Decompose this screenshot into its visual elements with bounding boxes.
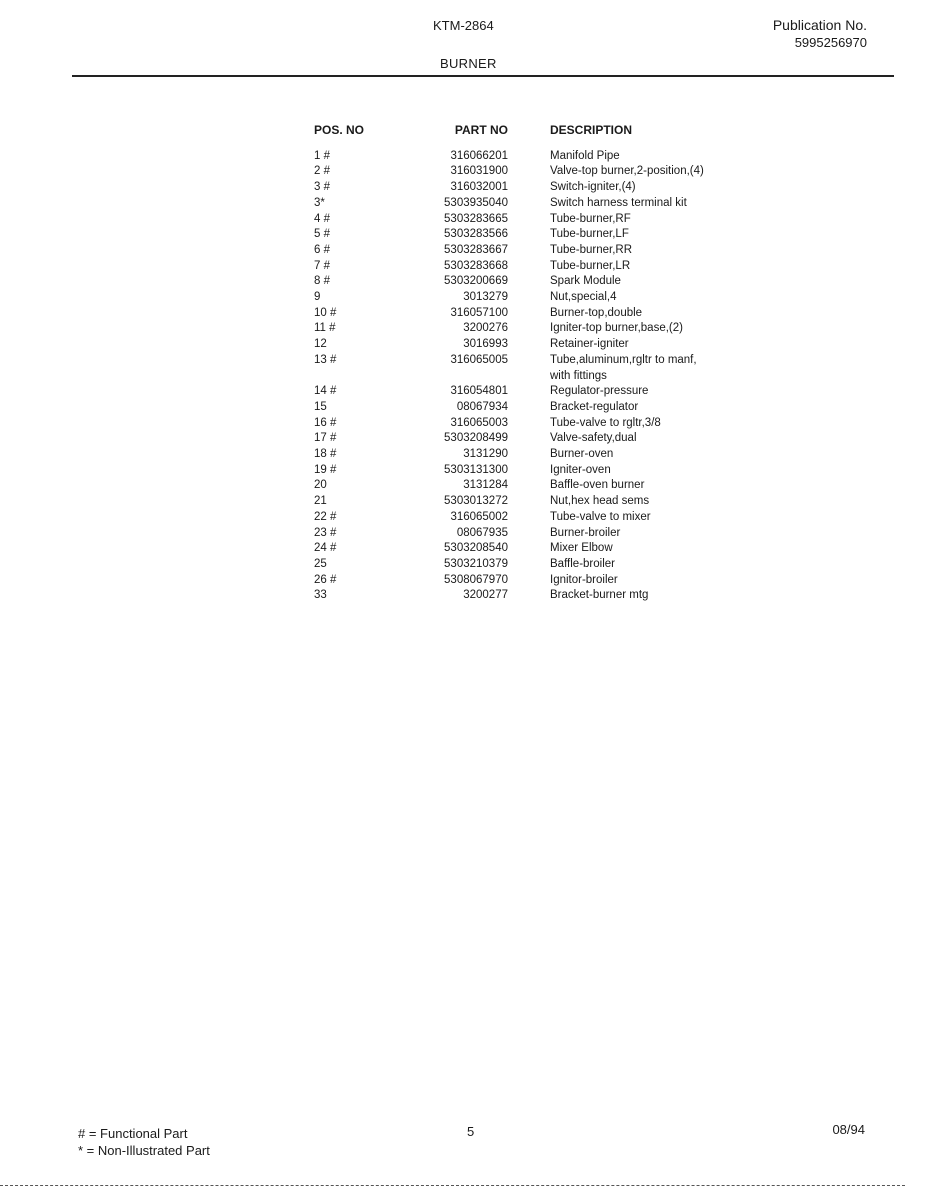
gap-cell	[508, 573, 550, 589]
pos-cell: 14 #	[314, 385, 337, 398]
gap-cell	[508, 494, 550, 510]
pos-cell: 20	[314, 479, 327, 492]
header-rule	[72, 75, 894, 77]
gap-cell	[508, 196, 550, 212]
part-number-cell: 5303283665	[444, 212, 508, 225]
description-cell: Nut,hex head sems	[550, 495, 650, 508]
column-gap	[508, 123, 550, 149]
gap-cell	[508, 274, 550, 290]
gap-cell	[508, 164, 550, 180]
description-cell: Tube-burner,RF	[550, 212, 631, 225]
part-number-cell: 3200277	[463, 589, 508, 602]
description-cell: Switch harness terminal kit	[550, 196, 687, 209]
table-row	[314, 290, 704, 306]
gap-cell	[508, 431, 550, 447]
part-number-cell: 3131284	[463, 479, 508, 492]
part-number-cell: 08067934	[456, 400, 508, 413]
gap-cell	[508, 526, 550, 542]
description-cell: Burner-top,double	[550, 306, 643, 319]
description-cell: Bracket-burner mtg	[550, 589, 649, 602]
table-row	[314, 526, 704, 542]
description-cell: Igniter-top burner,base,(2)	[550, 322, 683, 335]
table-row	[314, 227, 704, 243]
pos-cell: 3 #	[314, 181, 330, 194]
gap-cell	[508, 337, 550, 353]
part-number-cell: 316031900	[450, 165, 508, 178]
pos-cell: 33	[314, 589, 327, 602]
description-cell: Tube,aluminum,rgltr to manf,	[550, 353, 697, 366]
pos-cell: 24 #	[314, 542, 337, 555]
part-number-cell: 316065002	[450, 510, 508, 523]
gap-cell	[508, 369, 550, 385]
pos-cell: 22 #	[314, 510, 337, 523]
part-number-cell: 5303935040	[444, 196, 508, 209]
table-row	[314, 353, 704, 369]
description-cell: Tube-valve to rgltr,3/8	[550, 416, 661, 429]
pos-cell: 7 #	[314, 259, 330, 272]
pos-cell: 3*	[314, 196, 325, 209]
gap-cell	[508, 180, 550, 196]
pos-cell: 25	[314, 557, 327, 570]
gap-cell	[508, 353, 550, 369]
table-row	[314, 478, 704, 494]
part-number-cell	[384, 369, 508, 385]
part-number-cell: 5303283667	[444, 243, 508, 256]
description-cell: Tube-burner,RR	[550, 243, 633, 256]
publication-date: 08/94	[832, 1122, 865, 1137]
pos-cell: 11 #	[314, 322, 336, 335]
part-number-cell: 316065003	[450, 416, 508, 429]
publication-label: Publication No.	[772, 17, 867, 33]
description-cell: with fittings	[550, 369, 607, 382]
pos-cell: 15	[314, 400, 327, 413]
column-header-part: PART NO	[454, 123, 508, 137]
description-cell: Nut,special,4	[550, 291, 617, 304]
part-number-cell: 08067935	[456, 526, 508, 539]
gap-cell	[508, 416, 550, 432]
part-number-cell: 5303283566	[444, 228, 508, 241]
pos-cell: 21	[314, 495, 327, 508]
column-header-pos: POS. NO	[314, 123, 365, 137]
part-number-cell: 5303013272	[444, 495, 508, 508]
part-number-cell: 5303131300	[444, 463, 508, 476]
parts-table	[314, 123, 704, 604]
table-row	[314, 369, 704, 385]
model-number: KTM-2864	[433, 18, 494, 33]
gap-cell	[508, 243, 550, 259]
table-row	[314, 494, 704, 510]
table-row	[314, 196, 704, 212]
table-row	[314, 463, 704, 479]
part-number-cell: 5303210379	[444, 557, 508, 570]
part-number-cell: 5308067970	[444, 573, 508, 586]
table-row	[314, 164, 704, 180]
description-cell: Burner-oven	[550, 448, 614, 461]
part-number-cell: 5303208540	[444, 542, 508, 555]
table-row	[314, 149, 704, 165]
gap-cell	[508, 259, 550, 275]
table-row	[314, 510, 704, 526]
pos-cell: 4 #	[314, 212, 330, 225]
table-row	[314, 212, 704, 228]
pos-cell: 19 #	[314, 463, 337, 476]
pos-cell: 1 #	[314, 149, 330, 162]
gap-cell	[508, 149, 550, 165]
table-row	[314, 243, 704, 259]
gap-cell	[508, 384, 550, 400]
publication-number: 5995256970	[794, 35, 867, 50]
pos-cell: 2 #	[314, 165, 330, 178]
legend-non-illustrated-part: * = Non-Illustrated Part	[78, 1143, 210, 1158]
part-number-cell: 316054801	[450, 385, 508, 398]
part-number-cell: 3016993	[463, 338, 508, 351]
part-number-cell: 316065005	[450, 353, 508, 366]
pos-cell: 10 #	[314, 306, 337, 319]
description-cell: Tube-burner,LF	[550, 228, 629, 241]
gap-cell	[508, 227, 550, 243]
parts-table-body	[314, 149, 704, 604]
gap-cell	[508, 447, 550, 463]
pos-cell: 9	[314, 291, 321, 304]
description-cell: Retainer-igniter	[550, 338, 629, 351]
part-number-cell: 5303208499	[444, 432, 508, 445]
pos-cell: 13 #	[314, 353, 337, 366]
pos-cell: 23 #	[314, 526, 337, 539]
section-title: BURNER	[440, 56, 497, 71]
table-row	[314, 416, 704, 432]
gap-cell	[508, 400, 550, 416]
gap-cell	[508, 588, 550, 604]
description-cell: Bracket-regulator	[550, 400, 639, 413]
gap-cell	[508, 306, 550, 322]
part-number-cell: 316066201	[450, 149, 508, 162]
gap-cell	[508, 290, 550, 306]
pos-cell: 12	[314, 338, 327, 351]
description-cell: Tube-burner,LR	[550, 259, 631, 272]
gap-cell	[508, 478, 550, 494]
table-row	[314, 384, 704, 400]
part-number-cell: 3013279	[463, 291, 508, 304]
description-cell: Manifold Pipe	[550, 149, 620, 162]
description-cell: Ignitor-broiler	[550, 573, 618, 586]
part-number-cell: 5303200669	[444, 275, 508, 288]
gap-cell	[508, 463, 550, 479]
pos-cell: 8 #	[314, 275, 330, 288]
pos-cell: 17 #	[314, 432, 337, 445]
description-cell: Valve-safety,dual	[550, 432, 637, 445]
description-cell: Baffle-broiler	[550, 557, 615, 570]
table-row	[314, 431, 704, 447]
gap-cell	[508, 321, 550, 337]
column-header-description: DESCRIPTION	[550, 123, 633, 137]
legend-functional-part: # = Functional Part	[78, 1126, 188, 1141]
gap-cell	[508, 557, 550, 573]
table-row	[314, 274, 704, 290]
description-cell: Igniter-oven	[550, 463, 611, 476]
page-number: 5	[467, 1124, 475, 1139]
description-cell: Spark Module	[550, 275, 621, 288]
part-number-cell: 5303283668	[444, 259, 508, 272]
table-row	[314, 557, 704, 573]
part-number-cell: 316057100	[450, 306, 508, 319]
pos-cell: 6 #	[314, 243, 330, 256]
description-cell: Baffle-oven burner	[550, 479, 645, 492]
description-cell: Burner-broiler	[550, 526, 621, 539]
description-cell: Regulator-pressure	[550, 385, 649, 398]
table-row	[314, 573, 704, 589]
pos-cell	[314, 369, 384, 385]
gap-cell	[508, 541, 550, 557]
pos-cell: 5 #	[314, 228, 330, 241]
part-number-cell: 3131290	[463, 448, 508, 461]
part-number-cell: 3200276	[463, 322, 508, 335]
description-cell: Mixer Elbow	[550, 542, 613, 555]
gap-cell	[508, 212, 550, 228]
table-row	[314, 400, 704, 416]
table-row	[314, 306, 704, 322]
footer-rule	[0, 1185, 905, 1186]
table-row	[314, 337, 704, 353]
table-row	[314, 259, 704, 275]
part-number-cell: 316032001	[450, 181, 508, 194]
pos-cell: 16 #	[314, 416, 337, 429]
description-cell: Tube-valve to mixer	[550, 510, 651, 523]
table-row	[314, 447, 704, 463]
table-row	[314, 541, 704, 557]
table-header-row	[314, 123, 704, 149]
table-row	[314, 180, 704, 196]
description-cell: Switch-igniter,(4)	[550, 181, 636, 194]
gap-cell	[508, 510, 550, 526]
description-cell: Valve-top burner,2-position,(4)	[550, 165, 704, 178]
table-row	[314, 321, 704, 337]
pos-cell: 26 #	[314, 573, 337, 586]
table-row	[314, 588, 704, 604]
pos-cell: 18 #	[314, 448, 337, 461]
